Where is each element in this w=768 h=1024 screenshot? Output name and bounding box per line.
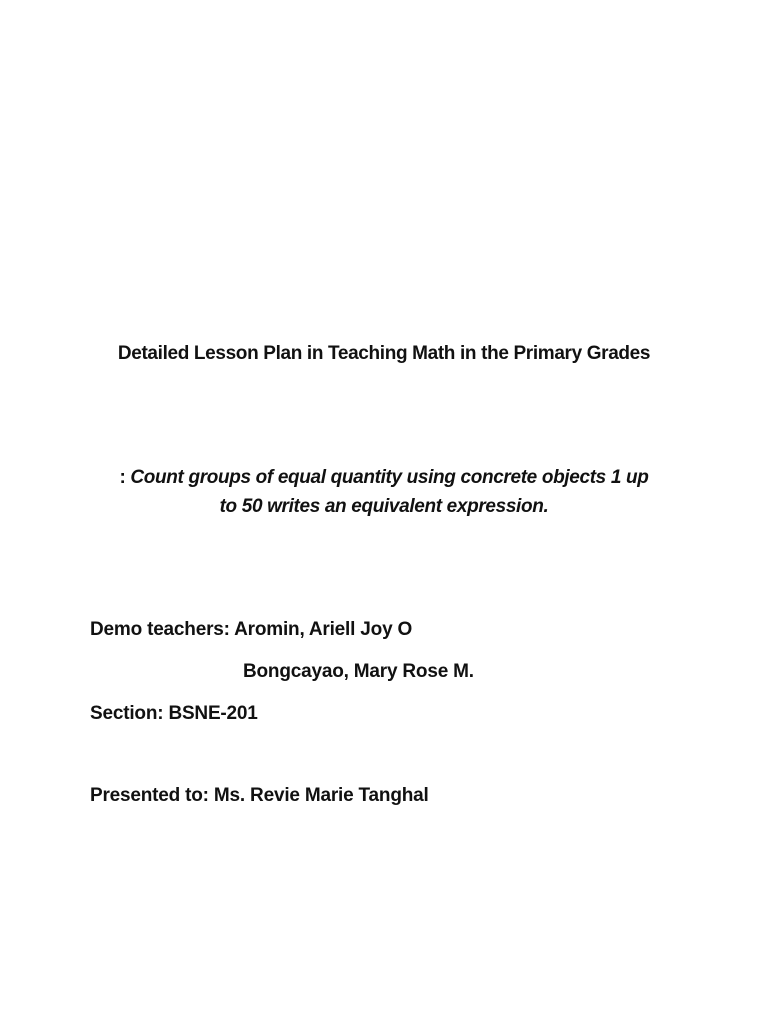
- presented-to-line: [90, 786, 429, 805]
- presented-to-label: Presented to:: [90, 785, 214, 806]
- objective-prefix: :: [119, 467, 131, 488]
- presented-to-value: Ms. Revie Marie Tanghal: [213, 785, 429, 806]
- objective-text-line-2: to 50 writes an equivalent expression.: [219, 496, 549, 517]
- lesson-objective-line-1: [0, 468, 768, 487]
- objective-text-line-1: Count groups of equal quantity using concrete objects 1 up: [130, 467, 649, 488]
- section-label: Section:: [90, 703, 169, 724]
- section-value: BSNE-201: [168, 703, 258, 724]
- section-line: [90, 704, 258, 723]
- demo-teacher-2: Bongcayao, Mary Rose M.: [243, 661, 474, 682]
- document-title: Detailed Lesson Plan in Teaching Math in the Primary Grades: [117, 343, 651, 364]
- lesson-objective-line-2: [0, 497, 768, 516]
- demo-teacher-1: Aromin, Ariell Joy O: [234, 619, 413, 640]
- demo-teachers-line: [90, 620, 412, 639]
- demo-teachers-label: Demo teachers:: [90, 619, 235, 640]
